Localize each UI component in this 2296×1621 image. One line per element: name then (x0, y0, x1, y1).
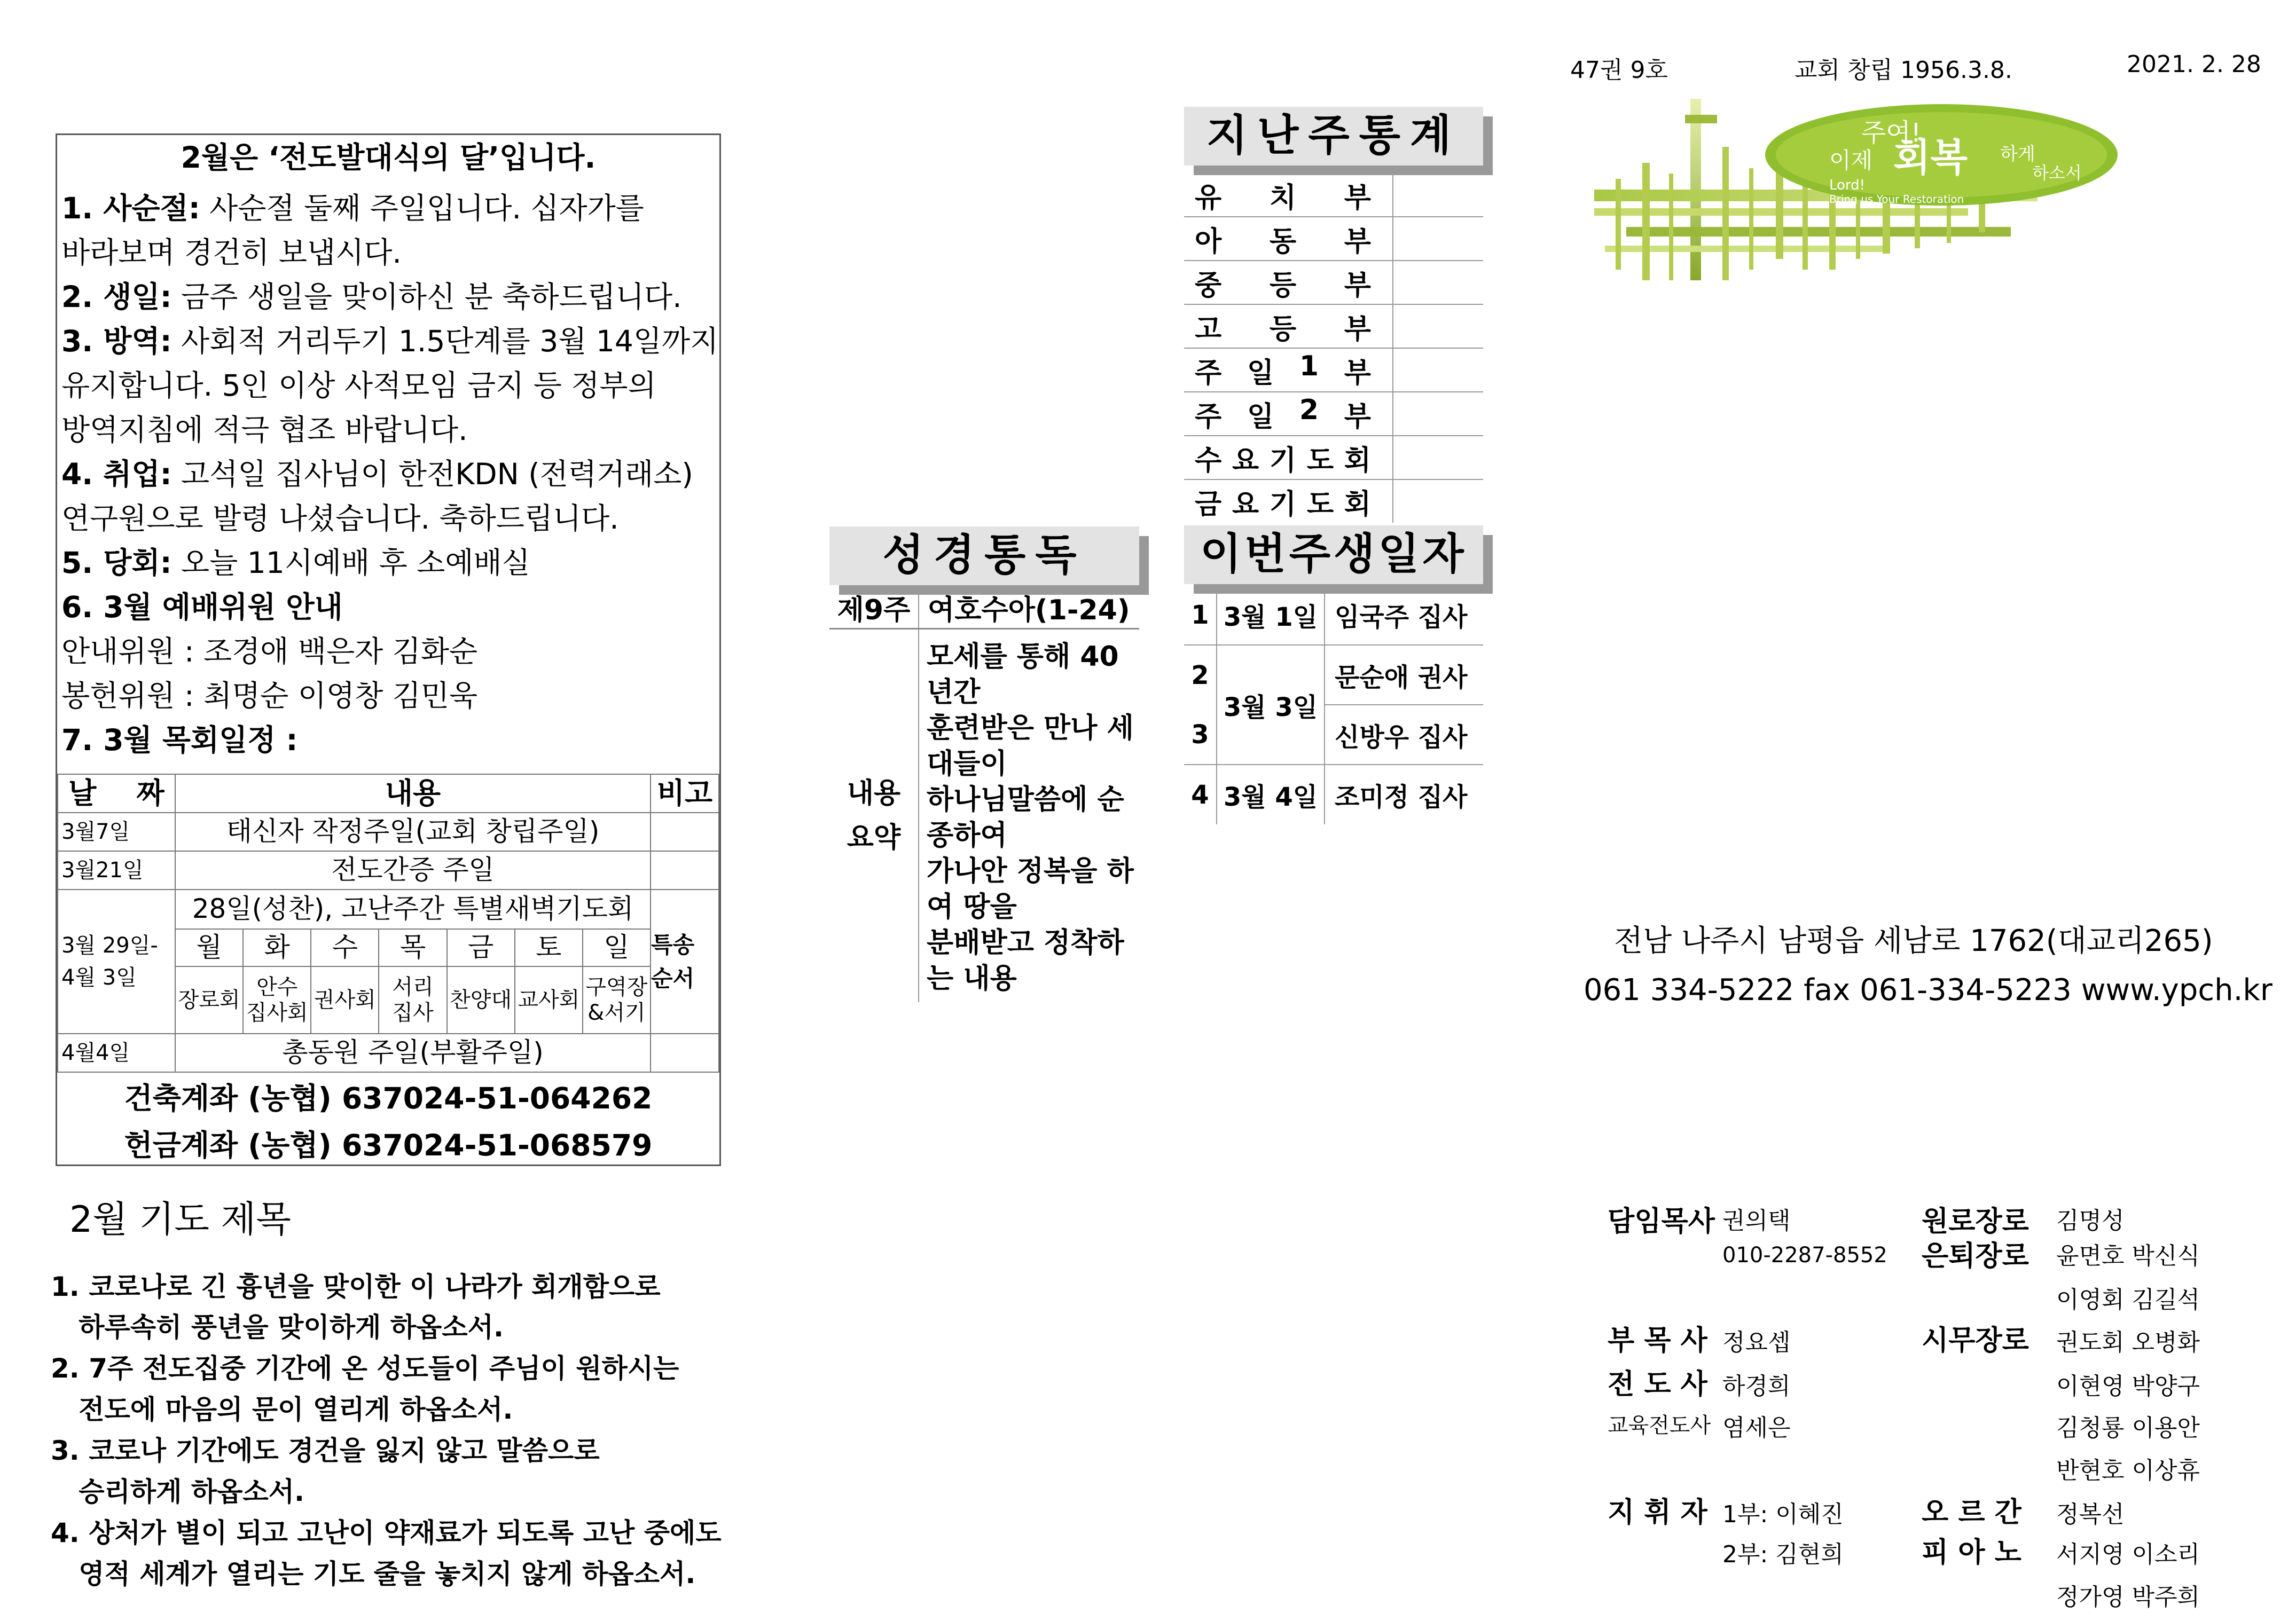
church-logo (1594, 99, 2123, 291)
birthday-table (1184, 585, 1483, 824)
table-row: 4 3월 4일 조미정 집사 (1184, 765, 1483, 824)
announcement-line: 방역지침에 적극 협조 바랍니다. (61, 413, 468, 447)
retired-names-2: 이영회 김길석 (2056, 1286, 2200, 1313)
announcement-line: 안내위원 : 조경애 백은자 김화순 (61, 634, 478, 668)
church-address: 전남 나주시 남평읍 세남로 1762(대교리265) (1614, 924, 2213, 958)
active-elders-1: 권도회 오병화 (2056, 1329, 2200, 1356)
group-row: 장로회 안수 집사회 권사회 서리 집사 찬양대 교사회 구역장 &서기 (58, 966, 719, 1034)
stats-row: 수 요 기 도 회 (1184, 436, 1483, 479)
senior-pastor-name: 권의택 (1722, 1207, 1791, 1234)
table-row: 1 3월 1일 임국주 집사 (1184, 585, 1483, 645)
announcement-line: 5. 당회: 오늘 11시예배 후 소예배실 (61, 546, 530, 580)
logo-en1: Lord! (1829, 177, 1866, 193)
conductor-1: 1부: 이혜진 (1722, 1501, 1844, 1528)
emeritus-label: 원로장로 (1922, 1206, 2029, 1238)
evangelist-label: 전 도 사 (1608, 1368, 1707, 1400)
pianists-1: 서지영 이소리 (2056, 1541, 2200, 1568)
logo-line1: 주여! (1861, 118, 1921, 148)
active-elder-label: 시무장로 (1922, 1325, 2029, 1357)
table-row: 3 신방우 집사 (1184, 705, 1483, 765)
stats-row: 유 치 부 (1184, 174, 1483, 217)
logo-line2b: 회복 (1893, 135, 1968, 180)
stats-row: 주 일 1 부 (1184, 348, 1483, 392)
weekday-row: 월 화 수 목 금 토 일 (58, 929, 719, 966)
prayer-line: 1. 코로나로 긴 흉년을 맞이한 이 나라가 회개함으로 (51, 1271, 661, 1302)
announcement-line: 2. 생일: 금주 생일을 맞이하신 분 축하드립니다. (61, 280, 682, 314)
organist: 정복선 (2056, 1501, 2125, 1528)
active-elders-4: 반현호 이상휴 (2056, 1457, 2200, 1484)
logo-line2c: 하게 (2000, 144, 2035, 165)
pianists-2: 정가영 박주희 (2056, 1584, 2200, 1611)
evangelist-name: 하경희 (1722, 1373, 1791, 1400)
announcement-line: 바라보며 경건히 보냅시다. (61, 235, 402, 270)
bible-week: 제9주 (829, 586, 919, 629)
announcement-line: 6. 3월 예배위원 안내 (61, 590, 343, 624)
schedule-table (57, 774, 719, 1073)
table-row: 3월7일 태신자 작정주일(교회 창립주일) (58, 813, 719, 851)
stats-row: 고 등 부 (1184, 304, 1483, 348)
table-row: 2 3월 3일 문순애 권사 (1184, 645, 1483, 705)
prayer-line: 하루속히 풍년을 맞이하게 하옵소서. (51, 1312, 504, 1343)
announcement-line: 3. 방역: 사회적 거리두기 1.5단계를 3월 14일까지 (61, 324, 719, 358)
table-row: 3월21일 전도간증 주일 (58, 851, 719, 890)
bible-summary: 모세를 통해 40년간 훈련받은 만나 세대들이 하나님말씀에 순종하여 가나안 정복을 하여 땅을 분배받고 정착하는 내용 (927, 641, 1134, 995)
announcement-line: 1. 사순절: 사순절 둘째 주일입니다. 십자가를 (61, 191, 644, 225)
emeritus-name: 김명성 (2056, 1207, 2125, 1234)
offering-account: 헌금계좌 (농협) 637024-51-068579 (124, 1128, 653, 1162)
stats-row: 아 동 부 (1184, 217, 1483, 261)
announcement-line: 7. 3월 목회일정 : (61, 723, 298, 757)
prayer-title: 2월 기도 제목 (69, 1199, 291, 1241)
stats-title: 지난주통계 (1184, 107, 1483, 166)
table-row: 4월4일 총동원 주일(부활주일) (58, 1034, 719, 1072)
col-note-header: 비고 (651, 774, 719, 813)
stats-row: 주 일 2 부 (1184, 392, 1483, 436)
conductor-2: 2부: 김현희 (1722, 1541, 1844, 1568)
founding-date: 교회 창립 1956.3.8. (1795, 57, 2012, 84)
stats-row: 중 등 부 (1184, 261, 1483, 304)
bible-reading-title: 성경통독 (829, 526, 1139, 585)
retired-names-1: 윤면호 박신식 (2056, 1242, 2200, 1270)
building-account: 건축계좌 (농협) 637024-51-064262 (124, 1081, 653, 1115)
piano-label: 피 아 노 (1922, 1537, 2021, 1569)
assoc-pastor-name: 정요셉 (1722, 1329, 1791, 1356)
bible-range: 여호수아(1-24) (919, 586, 1139, 629)
organ-label: 오 르 간 (1922, 1497, 2021, 1529)
announcement-line: 연구원으로 발령 나셨습니다. 축하드립니다. (61, 501, 619, 536)
active-elders-3: 김청룡 이용안 (2056, 1414, 2200, 1442)
edu-name: 염세은 (1722, 1414, 1791, 1442)
prayer-line: 3. 코로나 기간에도 경건을 잃지 않고 말씀으로 (51, 1435, 600, 1466)
bible-reading-table (829, 586, 1139, 1002)
logo-line3: 하소서 (2032, 163, 2082, 183)
prayer-line: 전도에 마음의 문이 열리게 하옵소서. (51, 1394, 513, 1425)
col-content-header: 내용 (175, 774, 651, 813)
senior-pastor-label: 담임목사 (1608, 1206, 1715, 1238)
volume-number: 47권 9호 (1570, 57, 1668, 84)
announcements-title: 2월은 ‘전도발대식의 달’입니다. (181, 140, 596, 175)
active-elders-2: 이현영 박양구 (2056, 1373, 2200, 1400)
issue-date: 2021. 2. 28 (2127, 51, 2261, 78)
birthday-title: 이번주생일자 (1184, 525, 1483, 584)
logo-en2: Bring us Your Restoration (1829, 193, 1964, 206)
announcement-line: 봉헌위원 : 최명순 이영창 김민욱 (61, 679, 478, 713)
prayer-line: 4. 상처가 별이 되고 고난이 약재료가 되도록 고난 중에도 (51, 1517, 722, 1548)
announcement-line: 유지합니다. 5인 이상 사적모임 금지 등 정부의 (61, 368, 656, 403)
col-date-header: 날 짜 (58, 774, 175, 813)
announcements-box (56, 133, 721, 1166)
prayer-line: 승리하게 하옵소서. (51, 1476, 305, 1507)
stats-table (1184, 174, 1483, 523)
assoc-pastor-label: 부 목 사 (1608, 1325, 1707, 1357)
prayer-line: 영적 세계가 열리는 기도 줄을 놓치지 않게 하옵소서. (51, 1559, 696, 1589)
summary-label: 내용 요약 (829, 629, 919, 1003)
logo-line2a: 이제 (1829, 147, 1873, 174)
prayer-line: 2. 7주 전도집중 기간에 온 성도들이 주님이 원하시는 (51, 1353, 679, 1384)
church-phone: 061 334-5222 fax 061-334-5223 www.ypch.kr (1584, 973, 2273, 1008)
table-row: 3월 29일- 4월 3일 28일(성찬), 고난주간 특별새벽기도회 특송 순서 (58, 890, 719, 929)
retired-label: 은퇴장로 (1922, 1240, 2029, 1272)
edu-label: 교육전도사 (1608, 1413, 1711, 1438)
senior-pastor-phone: 010-2287-8552 (1722, 1243, 1887, 1268)
announcement-line: 4. 취업: 고석일 집사님이 한전KDN (전력거래소) (61, 457, 693, 491)
stats-row: 금 요 기 도 회 (1184, 479, 1483, 523)
conductor-label: 지 휘 자 (1608, 1497, 1707, 1529)
